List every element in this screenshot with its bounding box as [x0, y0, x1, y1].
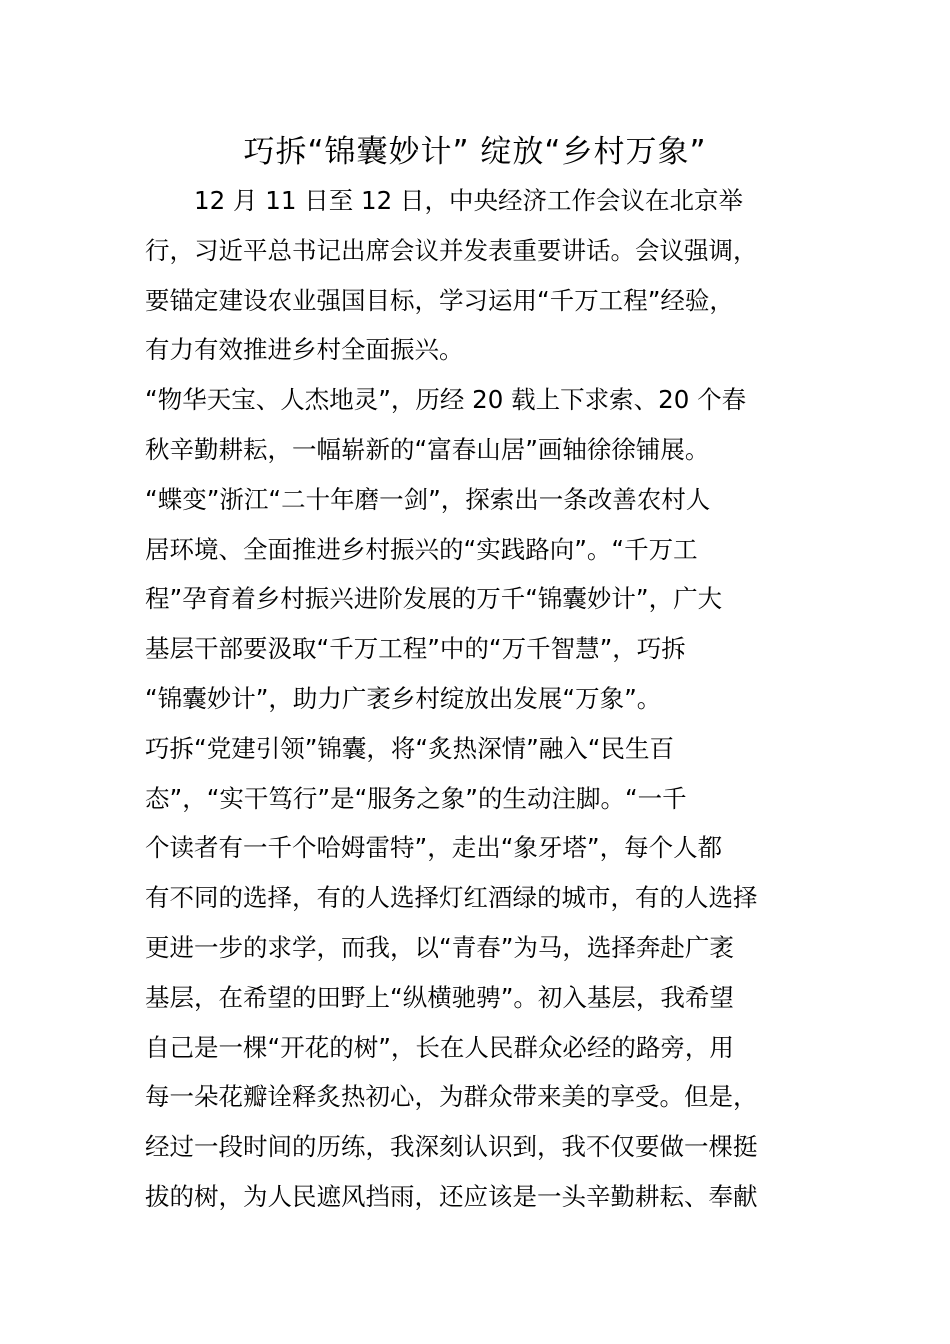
text-line: 个读者有一千个哈姆雷特”，走出“象牙塔”，每个人都 — [145, 833, 723, 863]
paragraph-second — [145, 375, 811, 724]
text-line: 态”，“实干笃行”是“服务之象”的生动注脚。“一千 — [145, 783, 687, 813]
text-line: 每一朵花瓣诠释炙热初心，为群众带来美的享受。但是， — [145, 1082, 758, 1112]
text-line: 行，习近平总书记出席会议并发表重要讲话。会议强调， — [145, 235, 758, 265]
text-line: 秋辛勤耕耘，一幅崭新的“富春山居”画轴徐徐铺展。 — [145, 434, 710, 464]
paragraph-intro — [145, 176, 811, 375]
text-line: 要锚定建设农业强国目标，学习运用“千万工程”经验， — [145, 285, 734, 315]
text-line: 经过一段时间的历练，我深刻认识到，我不仅要做一棵挺 — [145, 1132, 758, 1162]
text-line: 基层，在希望的田野上“纵横驰骋”。初入基层，我希望 — [145, 982, 734, 1012]
text-line: “锦囊妙计”，助力广袤乡村绽放出发展“万象”。 — [145, 683, 662, 713]
text-line: 自己是一棵“开花的树”，长在人民群众必经的路旁，用 — [145, 1032, 734, 1062]
text-line: 拔的树，为人民遮风挡雨，还应该是一头辛勤耕耘、奉献 — [145, 1181, 758, 1211]
text-line: 巧拆“党建引领”锦囊，将“炙热深情”融入“民生百 — [145, 733, 674, 763]
text-line: “物华天宝、人杰地灵”，历经 20 载上下求索、20 个春 — [145, 385, 747, 415]
text-line: 12 月 11 日至 12 日，中央经济工作会议在北京举 — [145, 186, 743, 215]
text-line: 有力有效推进乡村全面振兴。 — [145, 335, 464, 365]
text-line: “蝶变”浙江“二十年磨一剑”，探索出一条改善农村人 — [145, 484, 711, 514]
text-line: 居环境、全面推进乡村振兴的“实践路向”。“千万工 — [145, 534, 698, 564]
document-body — [145, 176, 811, 1222]
document-title: 巧拆“锦囊妙计” 绽放“乡村万象” — [243, 134, 707, 170]
text-line: 有不同的选择，有的人选择灯红酒绿的城市，有的人选择 — [145, 883, 758, 913]
text-line: 更进一步的求学，而我，以“青春”为马，选择奔赴广袤 — [145, 932, 734, 962]
text-line: 基层干部要汲取“千万工程”中的“万千智慧”，巧拆 — [145, 634, 686, 664]
paragraph-third — [145, 724, 811, 1222]
text-line: 程”孕育着乡村振兴进阶发展的万千“锦囊妙计”，广大 — [145, 584, 723, 614]
